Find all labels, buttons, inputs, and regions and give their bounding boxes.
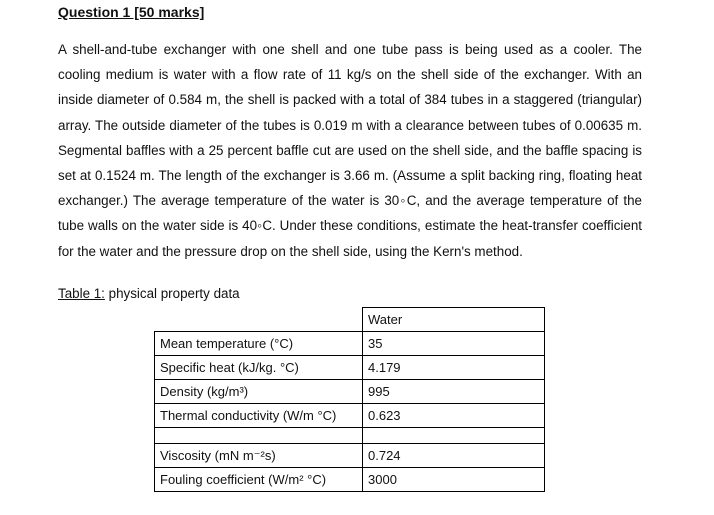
- property-cell: Mean temperature (°C): [155, 332, 363, 356]
- value-cell: 995: [363, 380, 545, 404]
- table-row: [155, 404, 545, 428]
- table-row: [155, 356, 545, 380]
- value-cell: 3000: [363, 468, 545, 492]
- table-row: [155, 444, 545, 468]
- physical-property-table: [154, 307, 545, 492]
- table-caption: [58, 286, 240, 301]
- property-cell: Thermal conductivity (W/m °C): [155, 404, 363, 428]
- value-cell: 4.179: [363, 356, 545, 380]
- table-row: [155, 468, 545, 492]
- table-header-row: [155, 308, 545, 332]
- table-spacer-row: [155, 428, 545, 444]
- spacer-cell: [363, 428, 545, 444]
- value-cell: 0.623: [363, 404, 545, 428]
- header-empty-cell: [155, 308, 363, 332]
- header-water-cell: Water: [363, 308, 545, 332]
- property-cell: Fouling coefficient (W/m² °C): [155, 468, 363, 492]
- property-cell: Specific heat (kJ/kg. °C): [155, 356, 363, 380]
- property-cell: Viscosity (mN m⁻²s): [155, 444, 363, 468]
- value-cell: 0.724: [363, 444, 545, 468]
- question-title: Question 1 [50 marks]: [58, 4, 205, 20]
- table-caption-label: Table 1:: [58, 286, 105, 301]
- table-row: [155, 380, 545, 404]
- question-body: A shell-and-tube exchanger with one shell and one tube pass is being used as a cooler. The cooling medium is water with a flow rate of 11 kg/s on the shell side of the exchanger. With an inside diameter of 0.584 m, the shell is packed with a total of 384 tubes in a staggered (triangular) array. The outside diameter of the tubes is 0.019 m with a clearance between tubes of 0.00635 m. Segmental baffles with a 25 percent baffle cut are used on the shell side, and the baffle spacing is set at 0.1524 m. The length of the exchanger is 3.66 m. (Assume a split backing ring, floating heat exchanger.) The average temperature of the water is 30◦C, and the average temperature of the tube walls on the water side is 40◦C. Under these conditions, estimate the heat-transfer coefficient for the water and the pressure drop on the shell side, using the Kern's method.: [58, 42, 642, 259]
- property-cell: Density (kg/m³): [155, 380, 363, 404]
- table-caption-text: physical property data: [104, 286, 240, 301]
- table-row: [155, 332, 545, 356]
- spacer-cell: [155, 428, 363, 444]
- value-cell: 35: [363, 332, 545, 356]
